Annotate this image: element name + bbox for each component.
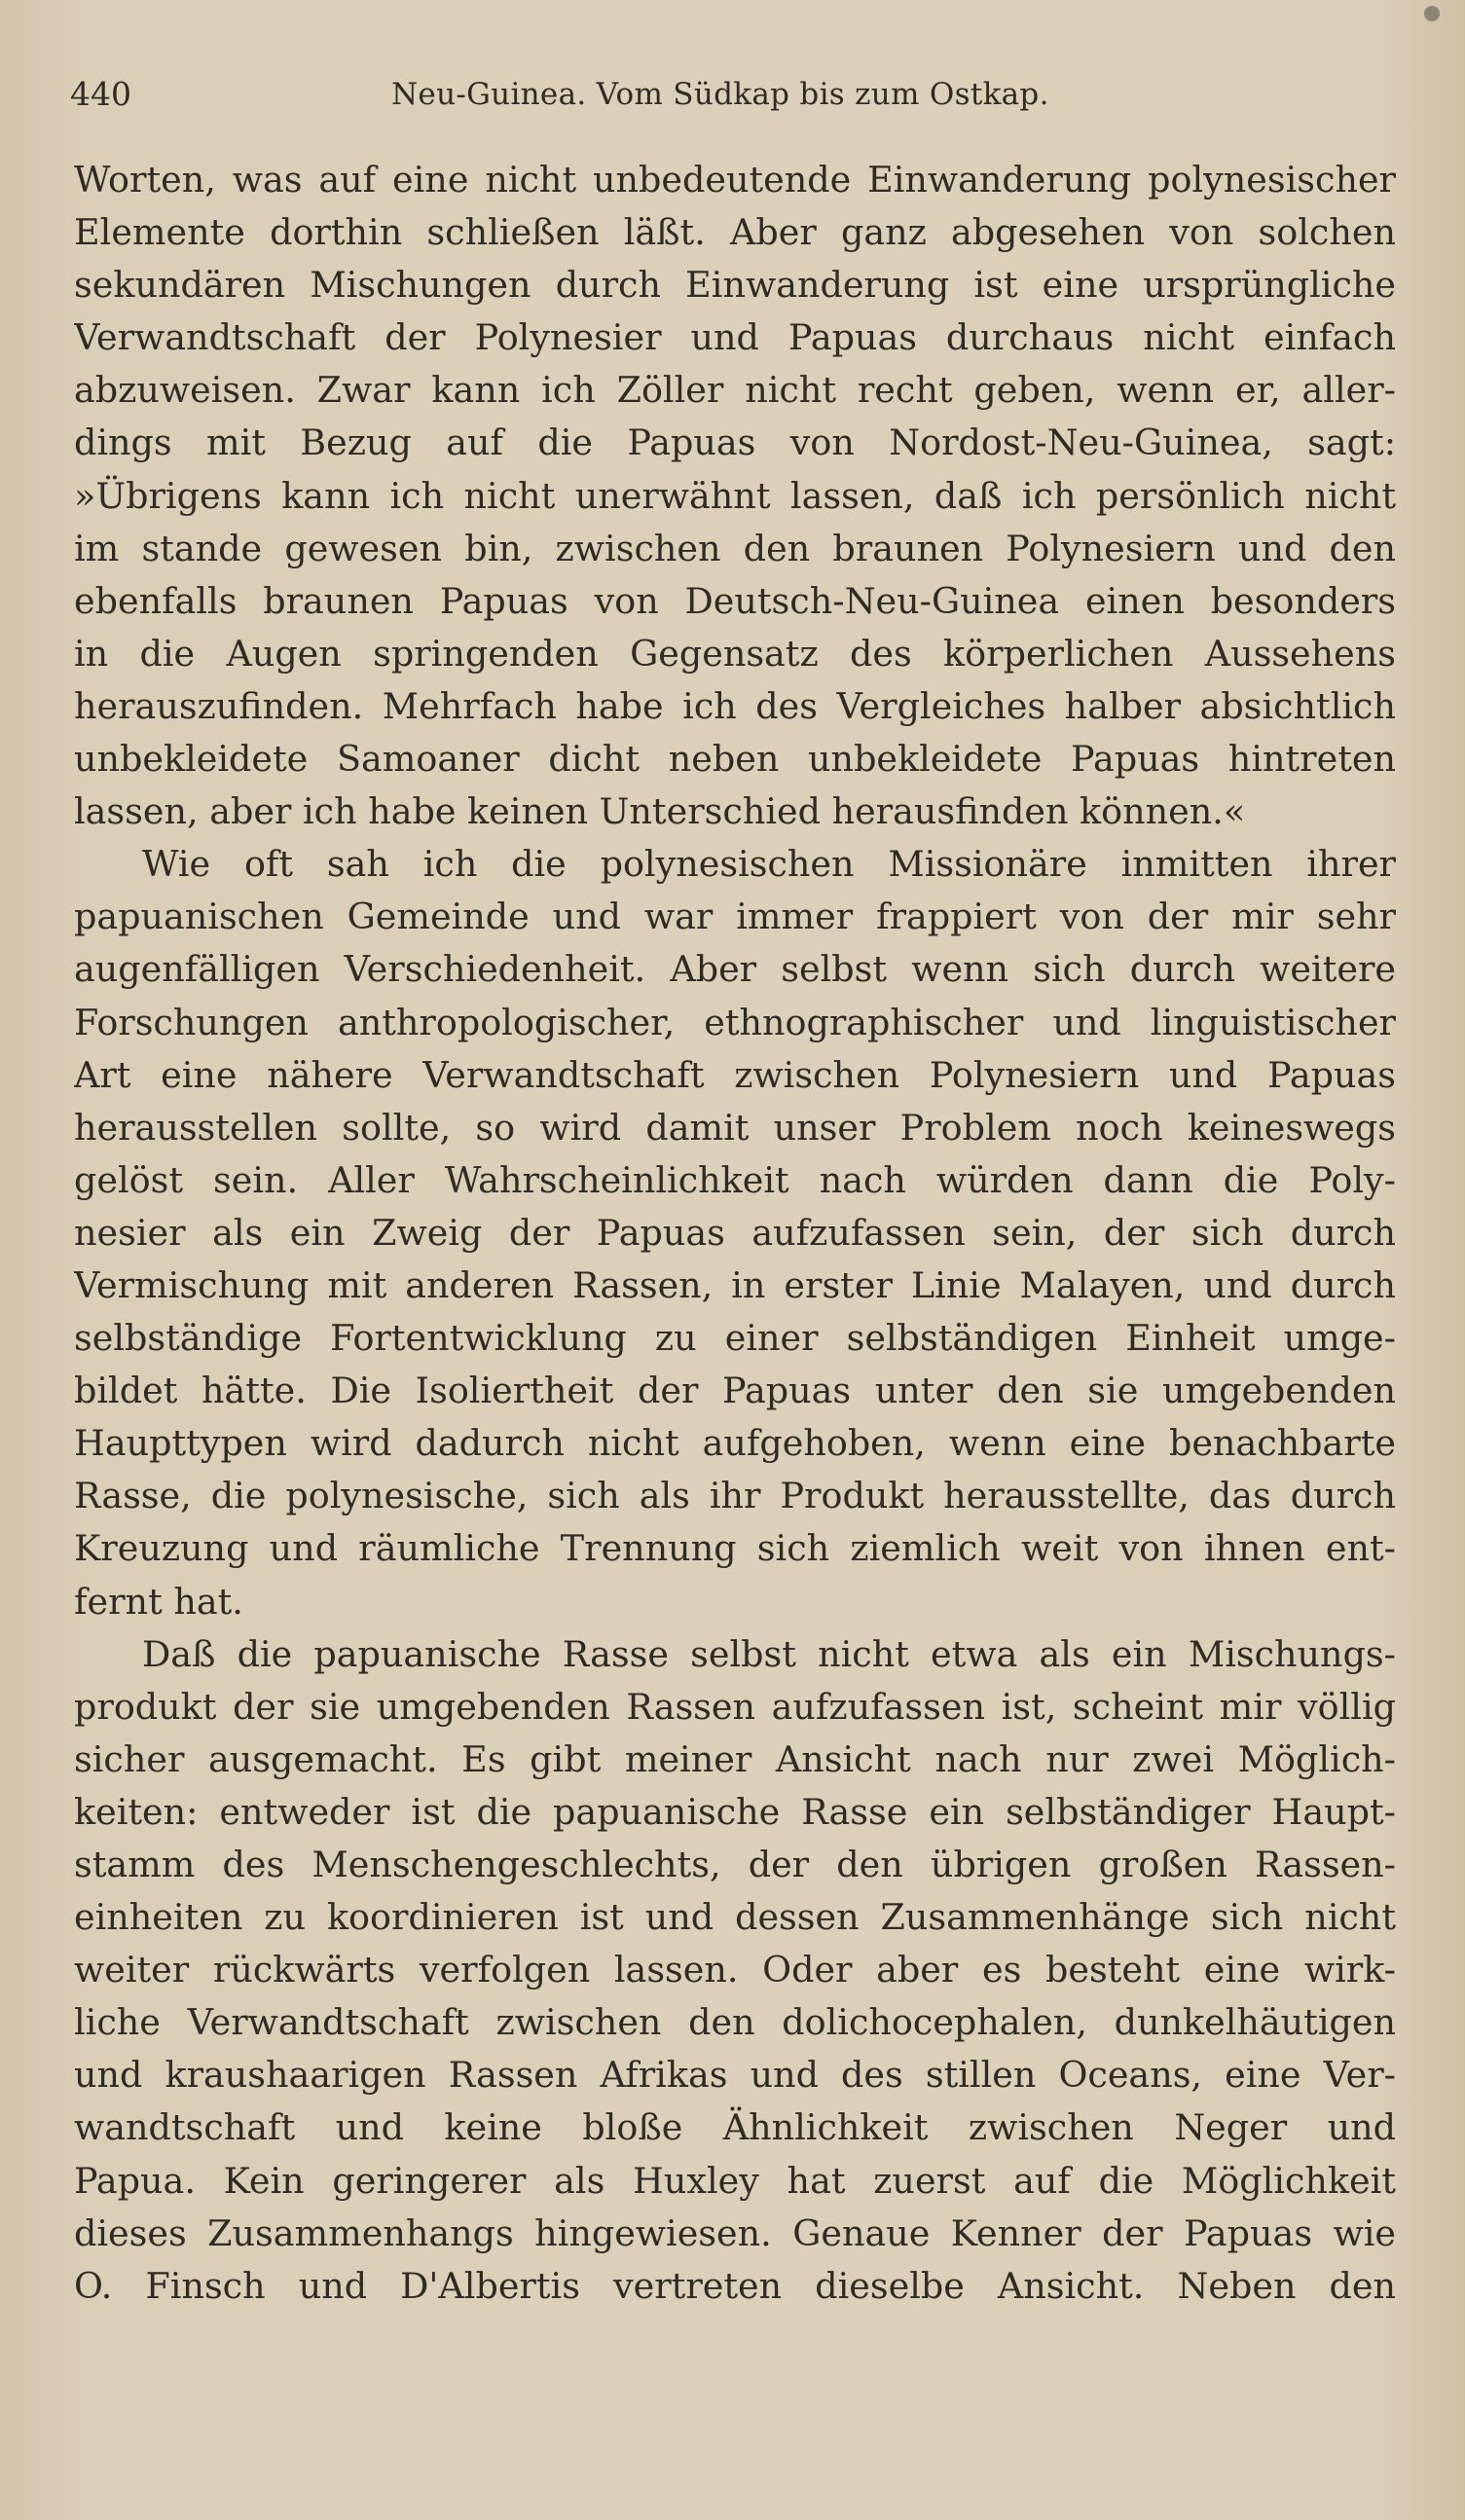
text-line: nesier als ein Zweig der Papuas aufzufassen sein, der sich durch: [74, 1211, 1396, 1254]
text-line: Verwandtschaft der Polynesier und Papuas durchaus nicht einfach: [74, 316, 1396, 359]
text-line: Rasse, die polynesische, sich als ihr Produkt herausstellte, das durch: [74, 1475, 1396, 1517]
text-line: produkt der sie umgebenden Rassen aufzufassen ist, scheint mir völlig: [74, 1685, 1396, 1728]
text-line: keiten: entweder ist die papuanische Rasse ein selbständiger Haupt-: [74, 1790, 1396, 1833]
text-line: wandtschaft und keine bloße Ähnlichkeit zwischen Neger und: [74, 2106, 1396, 2149]
text-line: dings mit Bezug auf die Papuas von Nordost-Neu-Guinea, sagt:: [74, 421, 1396, 464]
text-line: in die Augen springenden Gegensatz des körperlichen Aussehens: [74, 632, 1396, 675]
text-line: Art eine nähere Verwandtschaft zwischen Polynesiern und Papuas: [74, 1053, 1396, 1096]
text-line: Haupttypen wird dadurch nicht aufgehoben, wenn eine benachbarte: [74, 1422, 1396, 1465]
text-line: herausstellen sollte, so wird damit unser Problem noch keineswegs: [74, 1106, 1396, 1149]
text-line: papuanischen Gemeinde und war immer frappiert von der mir sehr: [74, 895, 1396, 938]
text-line: ebenfalls braunen Papuas von Deutsch-Neu-Guinea einen besonders: [74, 579, 1396, 622]
text-line: sicher ausgemacht. Es gibt meiner Ansicht nach nur zwei Möglich-: [74, 1737, 1396, 1780]
text-line: Elemente dorthin schließen läßt. Aber ganz abgesehen von solchen: [74, 211, 1396, 254]
text-line: lassen, aber ich habe keinen Unterschied herausfinden können.«: [74, 790, 1246, 833]
text-line: sekundären Mischungen durch Einwanderung ist eine ursprüngliche: [74, 264, 1396, 307]
text-line: im stande gewesen bin, zwischen den braunen Polynesiern und den: [74, 527, 1396, 569]
text-line: augenfälligen Verschiedenheit. Aber selbst wenn sich durch weitere: [74, 948, 1396, 991]
text-line: dieses Zusammenhangs hingewiesen. Genaue Kenner der Papuas wie: [74, 2211, 1396, 2254]
text-line: bildet hätte. Die Isoliertheit der Papuas unter den sie umgebenden: [74, 1370, 1396, 1412]
page-header: [70, 70, 1337, 119]
text-line: selbständige Fortentwicklung zu einer selbständigen Einheit umge-: [74, 1317, 1396, 1360]
running-head: Neu-Guinea. Vom Südkap bis zum Ostkap.: [391, 77, 1049, 112]
text-line: einheiten zu koordinieren ist und dessen Zusammenhänge sich nicht: [74, 1896, 1396, 1939]
text-line: »Übrigens kann ich nicht unerwähnt lassen, daß ich persönlich nicht: [74, 474, 1396, 517]
page-blemish: [1424, 6, 1440, 21]
text-line: Papua. Kein geringerer als Huxley hat zuerst auf die Möglichkeit: [74, 2159, 1396, 2202]
text-line: Kreuzung und räumliche Trennung sich ziemlich weit von ihnen ent-: [74, 1527, 1396, 1570]
text-line: stamm des Menschengeschlechts, der den übrigen großen Rassen-: [74, 1844, 1396, 1885]
text-line: fernt hat.: [74, 1580, 243, 1623]
text-line: O. Finsch und D'Albertis vertreten dieselbe Ansicht. Neben den: [74, 2264, 1396, 2307]
text-line: Vermischung mit anderen Rassen, in erster Linie Malayen, und durch: [74, 1263, 1396, 1306]
body-text: [74, 154, 1396, 2313]
text-line: unbekleidete Samoaner dicht neben unbekleidete Papuas hintreten: [74, 738, 1396, 781]
text-line: und kraushaarigen Rassen Afrikas und des stillen Oceans, eine Ver-: [74, 2054, 1396, 2097]
text-line: Daß die papuanische Rasse selbst nicht etwa als ein Mischungs-: [142, 1632, 1396, 1675]
text-line: Worten, was auf eine nicht unbedeutende Einwanderung polynesischer: [74, 159, 1396, 201]
text-line: liche Verwandtschaft zwischen den dolichocephalen, dunkelhäutigen: [74, 2001, 1396, 2044]
text-line: weiter rückwärts verfolgen lassen. Oder aber es besteht eine wirk-: [74, 1949, 1396, 1991]
text-line: herauszufinden. Mehrfach habe ich des Vergleiches halber absichtlich: [74, 684, 1396, 727]
text-line: Forschungen anthropologischer, ethnographischer und linguistischer: [74, 1001, 1396, 1043]
text-line: gelöst sein. Aller Wahrscheinlichkeit nach würden dann die Poly-: [74, 1158, 1396, 1201]
text-line: Wie oft sah ich die polynesischen Missionäre inmitten ihrer: [142, 843, 1396, 886]
page-number: 440: [70, 75, 131, 113]
text-line: abzuweisen. Zwar kann ich Zöller nicht recht geben, wenn er, aller-: [74, 369, 1396, 412]
